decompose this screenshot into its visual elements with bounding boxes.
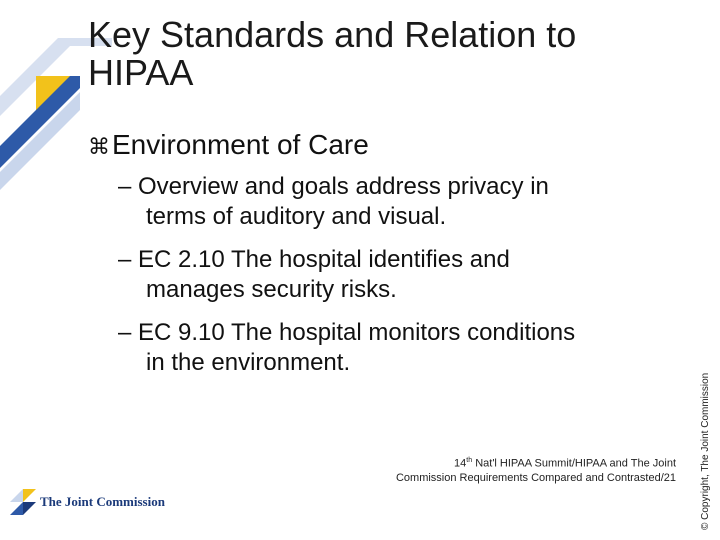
- footer-line-1-sup: th: [466, 457, 473, 464]
- sub-bullet-2-line-1: – EC 2.10 The hospital identifies and: [118, 246, 510, 273]
- footer-caption: [340, 454, 676, 485]
- joint-commission-logo: [10, 488, 165, 516]
- sub-bullet-2: [118, 245, 678, 305]
- footer-line-2: Commission Requirements Compared and Contrasted/21: [395, 471, 676, 484]
- logo-mark-icon: [10, 489, 36, 515]
- sub-bullet-3-line-2: in the environment.: [146, 349, 351, 376]
- sub-bullet-1: [118, 172, 678, 232]
- sub-bullet-3: [118, 318, 678, 378]
- sub-bullet-1-line-2: terms of auditory and visual.: [146, 203, 447, 230]
- sub-bullet-3-line-1: – EC 9.10 The hospital monitors conditions: [118, 319, 576, 346]
- slide-title-line-2: HIPAA: [88, 52, 194, 93]
- main-bullet: [88, 128, 369, 164]
- command-bullet-icon: ⌘: [88, 134, 110, 159]
- footer-line-1-prefix: 14: [454, 457, 467, 470]
- sub-bullet-2-line-2: manages security risks.: [146, 276, 397, 303]
- copyright-notice: © Copyright, The Joint Commission: [700, 372, 711, 530]
- slide-title: [88, 16, 688, 92]
- sub-bullet-1-line-1: – Overview and goals address privacy in: [118, 173, 549, 200]
- logo-text: The Joint Commission: [40, 494, 165, 509]
- slide-title-line-1: Key Standards and Relation to: [88, 14, 577, 55]
- main-bullet-text: Environment of Care: [112, 129, 369, 160]
- footer-line-1-rest: Nat'l HIPAA Summit/HIPAA and The Joint: [472, 457, 676, 470]
